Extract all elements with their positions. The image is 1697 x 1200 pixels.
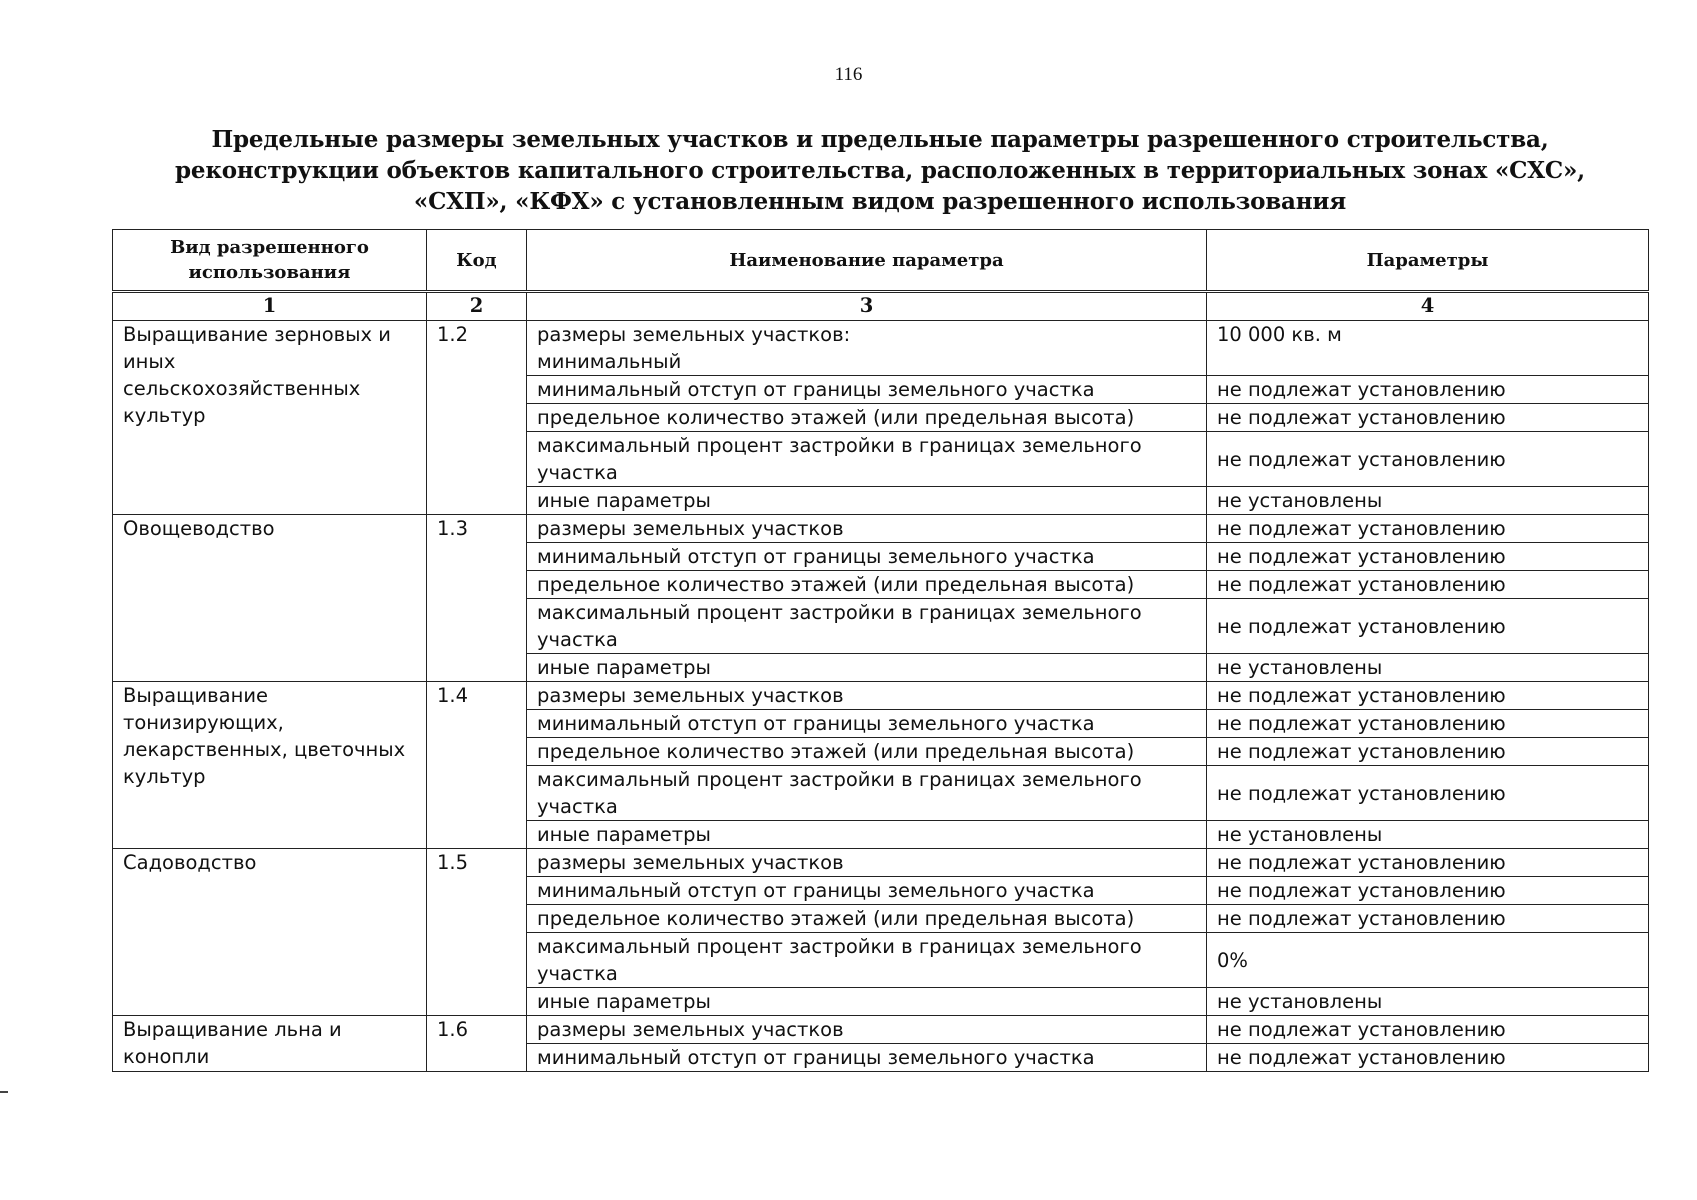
param-name-line: предельное количество этажей (или предельная высота) xyxy=(537,740,1135,763)
param-value-cell: не установлены xyxy=(1207,487,1649,515)
param-name-line: минимальный отступ от границы земельного участка xyxy=(537,879,1095,902)
use-type-cell: Выращивание зерновых и иных сельскохозяйственных культур xyxy=(113,321,427,515)
param-value-cell: 0% xyxy=(1207,933,1649,988)
param-name-line: предельное количество этажей (или предельная высота) xyxy=(537,406,1135,429)
param-value-cell: не подлежат установлению xyxy=(1207,877,1649,905)
document-title xyxy=(150,124,1610,217)
title-line: реконструкции объектов капитального строительства, расположенных в территориальных зонах «СХС», xyxy=(175,157,1585,184)
param-name-line: минимальный xyxy=(537,350,682,373)
param-name-line: минимальный отступ от границы земельного участка xyxy=(537,712,1095,735)
param-name-cell xyxy=(527,877,1207,905)
param-value-cell: не подлежат установлению xyxy=(1207,849,1649,877)
use-type-cell: Выращивание льна и конопли xyxy=(113,1016,427,1072)
param-value-cell: не подлежат установлению xyxy=(1207,682,1649,710)
param-name-cell xyxy=(527,1044,1207,1072)
param-name-cell xyxy=(527,599,1207,654)
param-name-cell xyxy=(527,654,1207,682)
header-use: Вид разрешенного использования xyxy=(113,230,427,292)
param-value-cell: не подлежат установлению xyxy=(1207,571,1649,599)
param-value-cell: не установлены xyxy=(1207,654,1649,682)
param-name-cell xyxy=(527,905,1207,933)
param-name-cell xyxy=(527,849,1207,877)
param-name-line: размеры земельных участков: xyxy=(537,323,851,346)
code-cell: 1.5 xyxy=(427,849,527,1016)
param-name-line: размеры земельных участков xyxy=(537,684,844,707)
param-name-line: участка xyxy=(537,795,618,818)
param-name-line: минимальный отступ от границы земельного участка xyxy=(537,378,1095,401)
param-name-cell xyxy=(527,487,1207,515)
param-name-line: размеры земельных участков xyxy=(537,517,844,540)
param-value-cell: не установлены xyxy=(1207,821,1649,849)
param-name-cell xyxy=(527,432,1207,487)
param-name-cell xyxy=(527,376,1207,404)
param-value-cell: не подлежат установлению xyxy=(1207,599,1649,654)
param-value-cell: не подлежат установлению xyxy=(1207,404,1649,432)
code-cell: 1.6 xyxy=(427,1016,527,1072)
param-value-cell: не подлежат установлению xyxy=(1207,432,1649,487)
param-value-cell: не установлены xyxy=(1207,988,1649,1016)
param-name-line: минимальный отступ от границы земельного участка xyxy=(537,545,1095,568)
table-row xyxy=(113,515,1649,543)
column-number: 3 xyxy=(527,292,1207,321)
column-number: 4 xyxy=(1207,292,1649,321)
header-params: Параметры xyxy=(1207,230,1649,292)
param-name-cell xyxy=(527,988,1207,1016)
header-code: Код xyxy=(427,230,527,292)
param-name-line: иные параметры xyxy=(537,656,711,679)
title-line: Предельные размеры земельных участков и предельные параметры разрешенного строительства, xyxy=(211,126,1549,153)
table-body xyxy=(113,321,1649,1072)
table-row xyxy=(113,321,1649,376)
param-value-cell: 10 000 кв. м xyxy=(1207,321,1649,376)
param-name-line: участка xyxy=(537,628,618,651)
margin-mark xyxy=(0,1091,8,1093)
header-param-name: Наименование параметра xyxy=(527,230,1207,292)
param-name-line: предельное количество этажей (или предельная высота) xyxy=(537,573,1135,596)
code-cell: 1.3 xyxy=(427,515,527,682)
table-header-row xyxy=(113,230,1649,292)
code-cell: 1.4 xyxy=(427,682,527,849)
param-name-line: предельное количество этажей (или предельная высота) xyxy=(537,907,1135,930)
param-name-cell xyxy=(527,1016,1207,1044)
column-number: 2 xyxy=(427,292,527,321)
param-name-line: участка xyxy=(537,962,618,985)
param-value-cell: не подлежат установлению xyxy=(1207,376,1649,404)
param-name-line: минимальный отступ от границы земельного участка xyxy=(537,1046,1095,1069)
parameters-table xyxy=(112,229,1649,1072)
param-name-cell xyxy=(527,710,1207,738)
table-row xyxy=(113,682,1649,710)
use-type-cell: Овощеводство xyxy=(113,515,427,682)
table-row xyxy=(113,849,1649,877)
param-name-line: размеры земельных участков xyxy=(537,851,844,874)
param-name-line: размеры земельных участков xyxy=(537,1018,844,1041)
column-number-row xyxy=(113,292,1649,321)
param-value-cell: не подлежат установлению xyxy=(1207,1044,1649,1072)
param-name-line: максимальный процент застройки в границах земельного xyxy=(537,935,1142,958)
title-line: «СХП», «КФХ» с установленным видом разрешенного использования xyxy=(413,188,1347,215)
param-name-cell xyxy=(527,404,1207,432)
param-value-cell: не подлежат установлению xyxy=(1207,766,1649,821)
param-value-cell: не подлежат установлению xyxy=(1207,738,1649,766)
param-name-cell xyxy=(527,321,1207,376)
param-name-line: максимальный процент застройки в границах земельного xyxy=(537,601,1142,624)
param-value-cell: не подлежат установлению xyxy=(1207,543,1649,571)
param-name-cell xyxy=(527,766,1207,821)
param-name-cell xyxy=(527,933,1207,988)
param-value-cell: не подлежат установлению xyxy=(1207,905,1649,933)
param-name-cell xyxy=(527,515,1207,543)
param-name-line: иные параметры xyxy=(537,990,711,1013)
param-name-cell xyxy=(527,821,1207,849)
param-value-cell: не подлежат установлению xyxy=(1207,515,1649,543)
column-number: 1 xyxy=(113,292,427,321)
param-name-cell xyxy=(527,571,1207,599)
param-name-line: участка xyxy=(537,461,618,484)
param-name-cell xyxy=(527,738,1207,766)
table-row xyxy=(113,1016,1649,1044)
param-value-cell: не подлежат установлению xyxy=(1207,710,1649,738)
page-number: 116 xyxy=(834,64,863,85)
code-cell: 1.2 xyxy=(427,321,527,515)
use-type-cell: Садоводство xyxy=(113,849,427,1016)
param-name-line: максимальный процент застройки в границах земельного xyxy=(537,434,1142,457)
param-name-cell xyxy=(527,682,1207,710)
param-name-cell xyxy=(527,543,1207,571)
use-type-cell: Выращивание тонизирующих, лекарственных, цветочных культур xyxy=(113,682,427,849)
param-name-line: иные параметры xyxy=(537,823,711,846)
param-name-line: иные параметры xyxy=(537,489,711,512)
param-name-line: максимальный процент застройки в границах земельного xyxy=(537,768,1142,791)
param-value-cell: не подлежат установлению xyxy=(1207,1016,1649,1044)
